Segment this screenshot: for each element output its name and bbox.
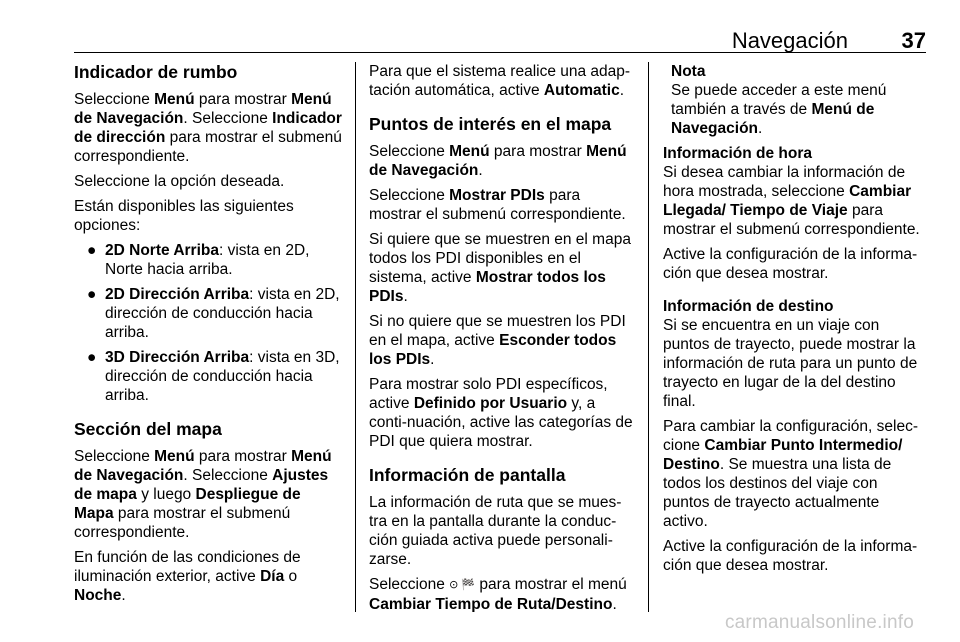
bullet-item: ● 2D Norte Arriba: vista en 2D, Norte hacia arriba. — [87, 242, 310, 278]
paragraph: Seleccione Mostrar PDIs para mostrar el submenú correspondiente. — [369, 187, 626, 223]
paragraph: Para mostrar solo PDI específicos, active Definido por Usuario y, a conti-nuación, active las categorías de PDI que quiera mostrar. — [369, 376, 633, 450]
paragraph: La información de ruta que se mues-tra en la pantalla durante la conduc-ción guiada activa puede personali-zarse. — [369, 494, 622, 568]
heading-informacion-hora: Información de hora — [663, 145, 812, 162]
paragraph: Seleccione Menú para mostrar Menú de Navegación. — [369, 143, 627, 179]
paragraph: Seleccione ⊙ 🏁 para mostrar el menú Cambiar Tiempo de Ruta/Destino. — [369, 576, 627, 612]
column-1 — [74, 62, 342, 612]
paragraph: Active la configuración de la informa-ción que desea mostrar. — [663, 538, 918, 574]
bullet-dot: ● — [87, 242, 97, 259]
paragraph: Seleccione la opción deseada. — [74, 173, 285, 190]
bullet-dot: ● — [87, 286, 97, 303]
note-title: Nota — [671, 63, 706, 80]
paragraph: Si no quiere que se muestren los PDI en el mapa, active Esconder todos los PDIs. — [369, 313, 626, 368]
heading-seccion-mapa: Sección del mapa — [74, 419, 222, 439]
watermark: carmanualsonline.info — [724, 612, 914, 633]
paragraph: Si se encuentra en un viaje con puntos de trayecto, puede mostrar la información de ruta para un punto de trayecto en lugar de la del destino final. — [663, 317, 918, 410]
bullet-dot: ● — [87, 349, 97, 366]
chapter-title: Navegación — [731, 28, 848, 53]
paragraph: Seleccione Menú para mostrar Menú de Navegación. Seleccione Ajustes de mapa y luego Despliegue de Mapa para mostrar el submenú correspondiente. — [74, 448, 332, 541]
heading-informacion-destino: Información de destino — [663, 298, 834, 315]
paragraph: Si quiere que se muestren en el mapa todos los PDI disponibles en el sistema, active Mostrar todos los PDIs. — [369, 231, 631, 305]
paragraph: Seleccione Menú para mostrar Menú de Navegación. Seleccione Indicador de dirección para mostrar el submenú correspondiente. — [74, 91, 342, 165]
route-destination-icon: ⊙ 🏁 — [449, 579, 476, 591]
note-box — [663, 62, 928, 138]
heading-puntos-interes: Puntos de interés en el mapa — [369, 114, 612, 134]
paragraph: Para que el sistema realice una adap-tación automática, active Automatic. — [369, 63, 631, 99]
page-number: 37 — [901, 28, 926, 53]
bullet-item: ● 2D Dirección Arriba: vista en 2D, dirección de conducción hacia arriba. — [87, 286, 340, 341]
column-divider-1 — [355, 62, 356, 612]
column-divider-2 — [648, 62, 649, 612]
paragraph: Si desea cambiar la información de hora mostrada, seleccione Cambiar Llegada/ Tiempo de Viaje para mostrar el submenú correspondiente. — [663, 164, 920, 238]
paragraph: Están disponibles las siguientes opciones: — [74, 198, 294, 234]
paragraph: Active la configuración de la informa-ción que desea mostrar. — [663, 246, 918, 282]
column-2 — [369, 62, 634, 612]
note-text: Se puede acceder a este menú también a través de Menú de Navegación. — [671, 82, 887, 137]
heading-indicador-rumbo: Indicador de rumbo — [74, 62, 238, 82]
paragraph: En función de las condiciones de iluminación exterior, active Día o Noche. — [74, 549, 301, 604]
paragraph: Para cambiar la configuración, selec-cione Cambiar Punto Intermedio/ Destino. Se muestra una lista de todos los destinos del viaje con puntos de trayecto actualmente activo. — [663, 418, 919, 530]
column-3 — [663, 62, 928, 612]
bullet-item: ● 3D Dirección Arriba: vista en 3D, dirección de conducción hacia arriba. — [87, 349, 340, 404]
heading-informacion-pantalla: Información de pantalla — [369, 465, 566, 485]
header-rule — [74, 52, 926, 53]
